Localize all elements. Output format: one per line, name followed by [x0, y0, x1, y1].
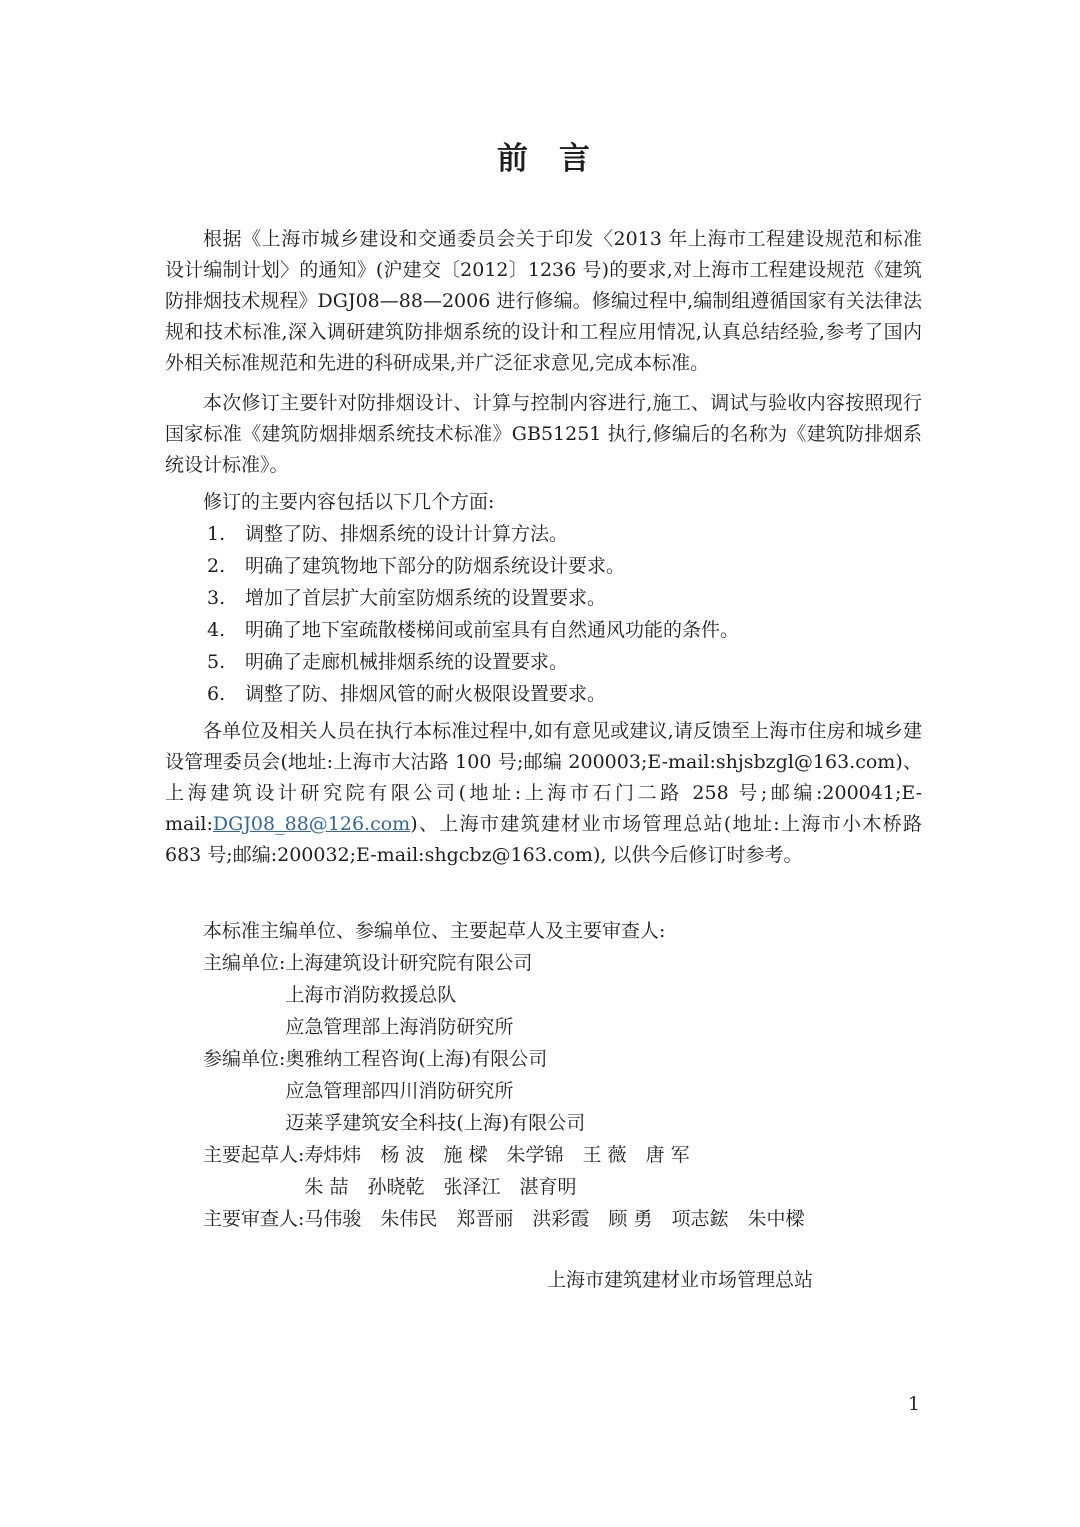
item-text: 调整了防、排烟系统的设计计算方法。 [245, 523, 569, 545]
issuing-organization: 上海市建筑建材业市场管理总站 [546, 1269, 813, 1291]
credit-line: 奥雅纳工程咨询(上海)有限公司 [285, 1048, 548, 1070]
drafters-values [304, 1139, 922, 1203]
item-number: 3. [207, 587, 226, 609]
participant-units-row [165, 1043, 922, 1139]
item-number: 1. [207, 523, 226, 545]
credit-line: 寿炜炜 杨 波 施 樑 朱学锦 王 薇 唐 军 [304, 1144, 690, 1166]
item-text: 明确了建筑物地下部分的防烟系统设计要求。 [245, 555, 626, 577]
reviewers-row [165, 1203, 922, 1235]
page-number: 1 [907, 1393, 920, 1415]
page-content [165, 0, 922, 1296]
feedback-paragraph [165, 716, 922, 871]
drafters-row [165, 1139, 922, 1203]
credit-line: 应急管理部四川消防研究所 [285, 1080, 514, 1102]
credit-line: 迈莱孚建筑安全科技(上海)有限公司 [285, 1112, 586, 1134]
credit-line: 马伟骏 朱伟民 郑晋丽 洪彩霞 顾 勇 项志鋐 朱中樑 [304, 1208, 805, 1230]
participant-units-label: 参编单位: [203, 1048, 286, 1070]
credit-line: 上海建筑设计研究院有限公司 [285, 952, 533, 974]
credit-line: 应急管理部上海消防研究所 [285, 1016, 514, 1038]
revision-item [165, 678, 922, 710]
item-text: 调整了防、排烟风管的耐火极限设置要求。 [245, 683, 607, 705]
chief-editor-row [165, 947, 922, 1043]
chief-editor-values [285, 947, 922, 1043]
participant-units-values [285, 1043, 922, 1139]
reviewers-label: 主要审查人: [203, 1208, 305, 1230]
revision-list [165, 518, 922, 710]
revision-item [165, 518, 922, 550]
item-number: 4. [207, 619, 226, 641]
revision-item [165, 646, 922, 678]
revision-item [165, 614, 922, 646]
credit-line: 朱 喆 孙晓乾 张泽江 湛育明 [304, 1176, 577, 1198]
email-link[interactable]: DGJ08_88@126.com [212, 813, 411, 835]
item-text: 明确了走廊机械排烟系统的设置要求。 [245, 651, 569, 673]
revision-scope-paragraph: 本次修订主要针对防排烟设计、计算与控制内容进行,施工、调试与验收内容按照现行国家标准《建筑防烟排烟系统技术标准》GB51251 执行,修编后的名称为《建筑防排烟系统设计标准》。 [165, 392, 922, 476]
item-text: 增加了首层扩大前室防烟系统的设置要求。 [245, 587, 607, 609]
revision-list-intro: 修订的主要内容包括以下几个方面: [203, 491, 495, 513]
drafters-label: 主要起草人: [203, 1144, 305, 1166]
page-title: 前 言 [497, 141, 590, 177]
intro-paragraph: 根据《上海市城乡建设和交通委员会关于印发〈2013 年上海市工程建设规范和标准设计编制计划〉的通知》(沪建交〔2012〕1236 号)的要求,对上海市工程建设规范《建筑防排烟技术规程》DGJ08—88—2006 进行修编。修编过程中,编制组遵循国家有关法律法规和技术标准,深入调研建筑防排烟系统的设计和工程应用情况,认真总结经验,参考了国内外相关标准规范和先进的科研成果,并广泛征求意见,完成本标准。 [165, 228, 922, 374]
credits-intro: 本标准主编单位、参编单位、主要起草人及主要审查人: [203, 920, 666, 942]
reviewers-values [304, 1203, 922, 1235]
item-number: 2. [207, 555, 226, 577]
revision-item [165, 550, 922, 582]
chief-editor-label: 主编单位: [203, 952, 286, 974]
feedback-text-before: 各单位及相关人员在执行本标准过程中,如有意见或建议,请反馈至上海市住房和城乡建设管理委员会(地址:上海市大沽路 100 号;邮编 200003;E-mail:shjsbzgl@163.com)、上海建筑设计研究院有限公司(地址:上海市石门二路 258 号;邮编:200041;E-mail: [165, 720, 922, 835]
item-text: 明确了地下室疏散楼梯间或前室具有自然通风功能的条件。 [245, 619, 740, 641]
revision-item [165, 582, 922, 614]
feedback-text-after: )、上海市建筑建材业市场管理总站(地址:上海市小木桥路 683 号;邮编:200032;E-mail:shgcbz@163.com), 以供今后修订时参考。 [165, 813, 922, 866]
item-number: 5. [207, 651, 226, 673]
credit-line: 上海市消防救援总队 [285, 984, 457, 1006]
item-number: 6. [207, 683, 226, 705]
